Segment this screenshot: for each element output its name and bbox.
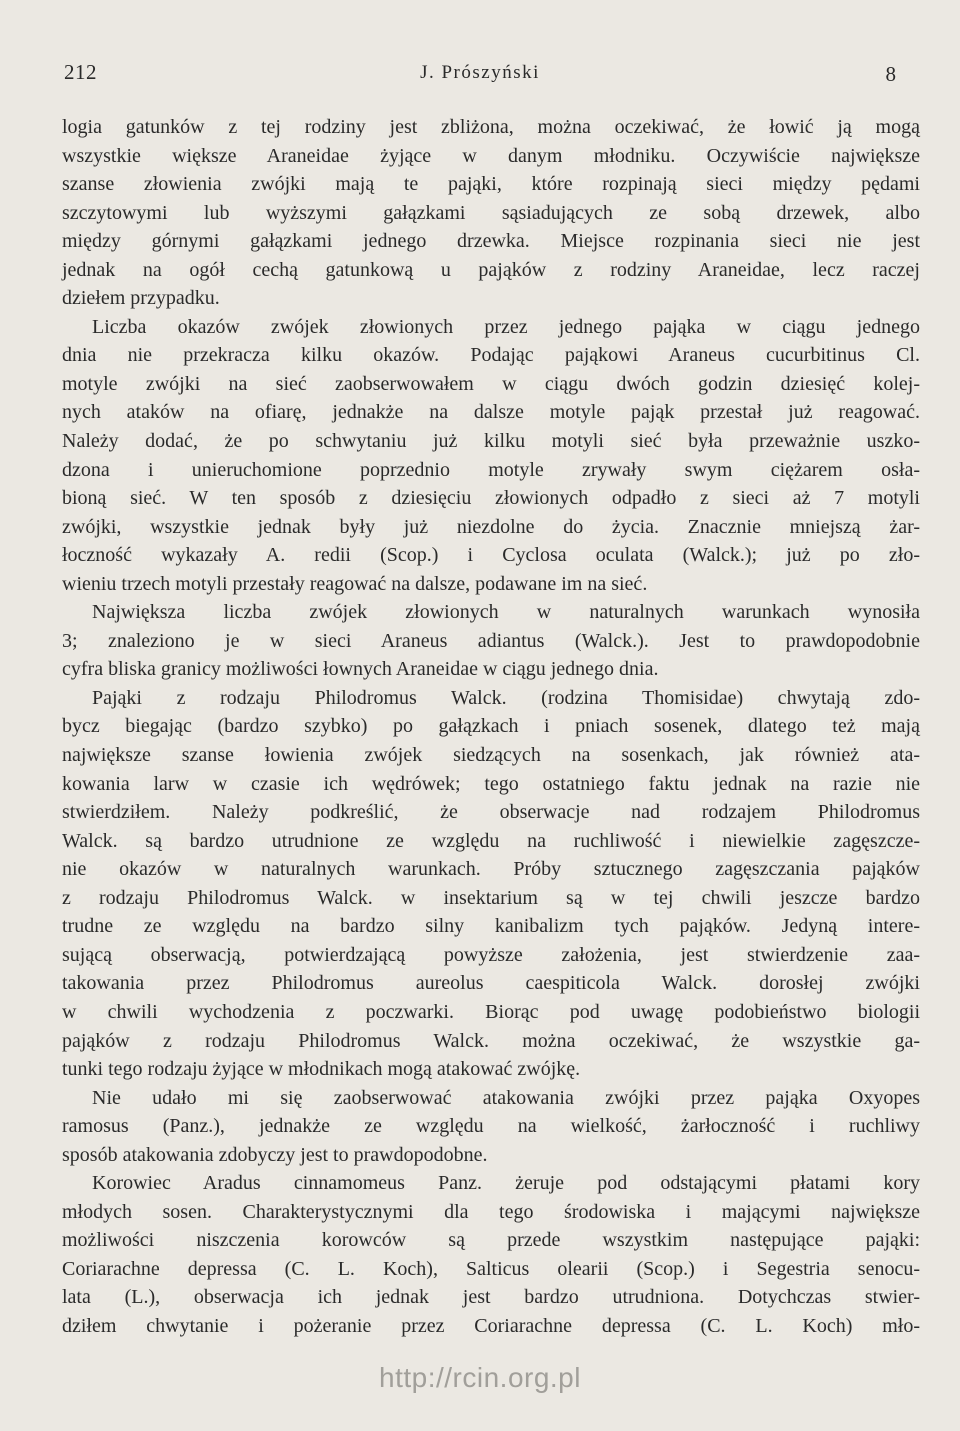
text-line: dnia nie przekracza kilku okazów. Podając pająkowi Araneus cucurbitinus Cl.	[62, 344, 920, 367]
text-line: w chwili wychodzenia z poczwarki. Biorąc pod uwagę podobieństwo biologii	[62, 1000, 920, 1023]
source-watermark: http://rcin.org.pl	[379, 1362, 581, 1393]
text-line: Należy dodać, że po schwytaniu już kilku motyli sieć była przeważnie uszko-	[62, 430, 920, 453]
text-line: nie okazów w naturalnych warunkach. Próby sztucznego zagęszczania pająków	[62, 858, 920, 881]
text-line: motyle zwójki na sieć zaobserwowałem w ciągu dwóch godzin dziesięć kolej-	[62, 372, 920, 395]
text-line: stwierdziłem. Należy podkreślić, że obserwacje nad rodzajem Philodromus	[62, 801, 920, 824]
text-line: największe szanse łowienia zwójek siedzących na sosenkach, jak również ata-	[62, 744, 920, 767]
text-line: dzona i unieruchomione poprzednio motyle zrywały swym ciężarem osła-	[62, 458, 920, 481]
text-line: Największa liczba zwójek złowionych w naturalnych warunkach wynosiła	[92, 601, 920, 624]
text-line: logia gatunków z tej rodziny jest zbliżona, można oczekiwać, że łowić ją mogą	[62, 116, 920, 138]
text-line: sującą obserwacją, potwierdzającą powyższe założenia, jest stwierdzenie zaa-	[62, 943, 920, 966]
page-number: 212	[64, 60, 97, 84]
body-text	[62, 113, 920, 1341]
text-line: bycz biegając (bardzo szybko) po gałązkach i pniach sosenek, dlatego też mają	[62, 715, 920, 738]
text-line: łoczność wykazały A. redii (Scop.) i Cyclosa oculata (Walck.); już po zło-	[62, 544, 920, 567]
text-line: Coriarachne depressa (C. L. Koch), Salticus olearii (Scop.) i Segestria senocu-	[62, 1257, 920, 1280]
text-line: ramosus (Panz.), jednakże ze względu na wielkość, żarłoczność i ruchliwy	[62, 1115, 920, 1138]
text-line: młodych sosen. Charakterystycznymi dla tego środowiska i mającymi największe	[62, 1200, 920, 1223]
text-line: Nie udało mi się zaobserwować atakowania zwójki przez pająka Oxyopes	[92, 1086, 920, 1109]
text-line: cyfra bliska granicy możliwości łownych Araneidae w ciągu jednego dnia.	[62, 658, 659, 681]
text-line: z rodzaju Philodromus Walck. w insektarium są w tej chwili jeszcze bardzo	[62, 886, 920, 909]
text-line: między górnymi gałązkami jednego drzewka. Miejsce rozpinania sieci nie jest	[62, 230, 920, 253]
text-line: wieniu trzech motyli przestały reagować na dalsze, podawane im na sieć.	[62, 572, 648, 595]
running-header	[0, 56, 960, 96]
text-line: szczytowymi lub wyższymi gałązkami sąsiadujących ze sobą drzewek, albo	[62, 201, 920, 224]
text-line: lata (L.), obserwacja ich jednak jest bardzo utrudniona. Dotychczas stwier-	[62, 1286, 920, 1309]
text-line: wszystkie większe Araneidae żyjące w danym młodniku. Oczywiście największe	[62, 144, 920, 167]
text-line: możliwości niszczenia korowców są przede wszystkim następujące pająki:	[62, 1229, 920, 1252]
text-line: dziełem przypadku.	[62, 287, 220, 310]
text-line: bioną sieć. W ten sposób z dziesięciu złowionych odpadło z sieci aż 7 motyli	[62, 487, 920, 510]
text-line: takowania przez Philodromus aureolus caespiticola Walck. dorosłej zwójki	[62, 972, 920, 995]
text-line: kowania larw w czasie ich wędrówek; tego ostatniego faktu jednak na razie nie	[62, 772, 920, 795]
section-number: 8	[885, 62, 896, 86]
text-line: nych ataków na ofiarę, jednakże na dalsze motyle pająk przestał już reagować.	[62, 401, 920, 424]
text-line: jednak na ogół cechą gatunkową u pająków z rodziny Araneidae, lecz raczej	[62, 258, 920, 281]
text-line: zwójki, wszystkie jednak były już niezdolne do życia. Znacznie mniejszą żar-	[62, 515, 920, 538]
text-line: 3; znaleziono je w sieci Araneus adiantus (Walck.). Jest to prawdopodobnie	[62, 629, 920, 652]
text-line: sposób atakowania zdobyczy jest to prawdopodobne.	[62, 1143, 488, 1166]
text-line: pająków z rodzaju Philodromus Walck. można oczekiwać, że wszystkie ga-	[62, 1029, 920, 1052]
text-line: dziłem chwytanie i pożeranie przez Coriarachne depressa (C. L. Koch) mło-	[62, 1314, 920, 1337]
text-line: Walck. są bardzo utrudnione ze względu na ruchliwość i niewielkie zagęszcze-	[62, 829, 920, 852]
text-line: tunki tego rodzaju żyjące w młodnikach mogą atakować zwójkę.	[62, 1058, 581, 1081]
text-line: Liczba okazów zwójek złowionych przez jednego pająka w ciągu jednego	[92, 315, 920, 338]
running-head-author: J. Prószyński	[420, 62, 540, 83]
text-line: Pająki z rodzaju Philodromus Walck. (rodzina Thomisidae) chwytają zdo-	[92, 686, 920, 709]
text-line: Korowiec Aradus cinnamomeus Panz. żeruje pod odstającymi płatami kory	[92, 1172, 920, 1195]
text-line: szanse złowienia zwójki mają te pająki, które rozpinają sieci między pędami	[62, 173, 920, 196]
text-line: trudne ze względu na bardzo silny kanibalizm tych pająków. Jedyną intere-	[62, 915, 920, 938]
